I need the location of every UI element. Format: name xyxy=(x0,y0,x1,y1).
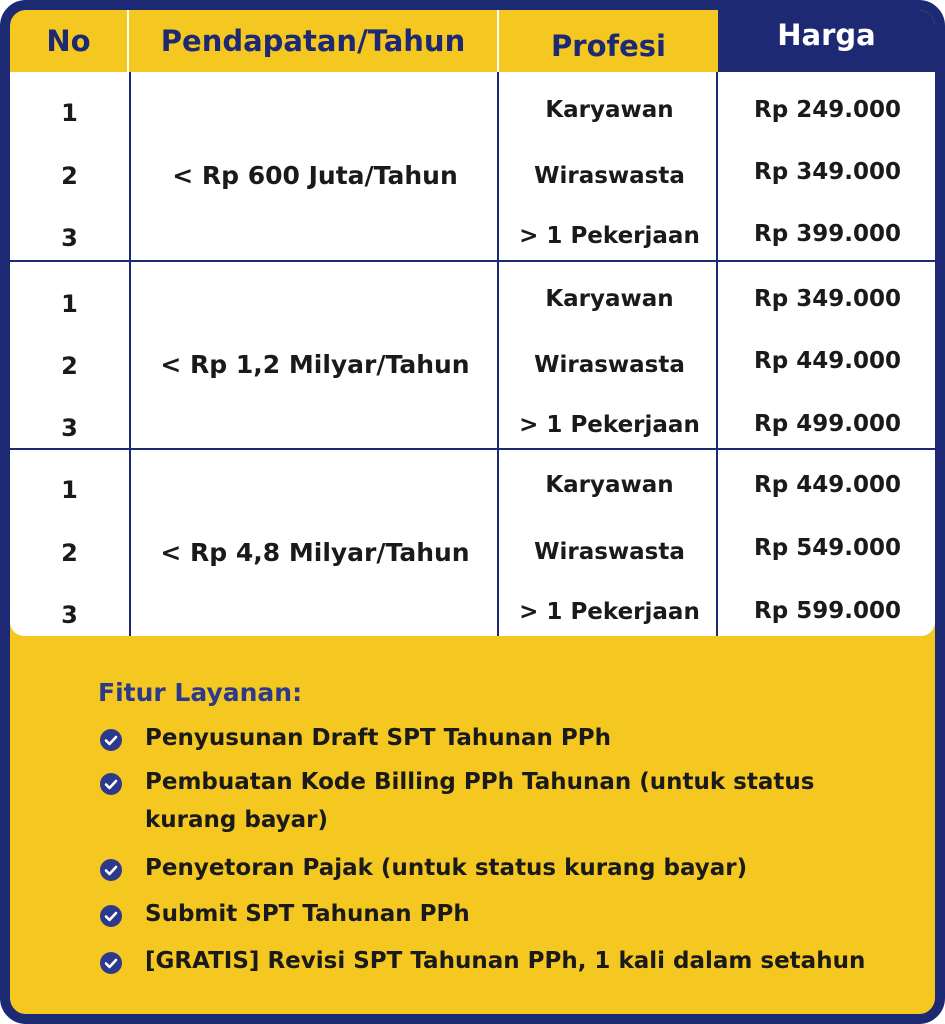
pricing-table xyxy=(10,72,935,636)
check-circle-icon xyxy=(100,859,122,881)
row-no: 2 xyxy=(61,539,78,567)
check-circle-icon xyxy=(100,729,122,751)
profession: Karyawan xyxy=(545,286,674,312)
profession: > 1 Pekerjaan xyxy=(519,412,700,438)
price: Rp 499.000 xyxy=(754,411,901,437)
feature-text: Submit SPT Tahunan PPh xyxy=(145,901,470,927)
feature-item xyxy=(100,902,890,933)
row-no: 2 xyxy=(61,352,78,380)
income-bracket: < Rp 4,8 Milyar/Tahun xyxy=(160,538,470,567)
row-no: 1 xyxy=(61,99,78,127)
price: Rp 599.000 xyxy=(754,598,901,624)
row-no: 1 xyxy=(61,476,78,504)
row-no: 3 xyxy=(61,224,78,252)
profession: Karyawan xyxy=(545,97,674,123)
price: Rp 349.000 xyxy=(754,286,901,312)
income-bracket: < Rp 600 Juta/Tahun xyxy=(172,161,458,190)
price: Rp 399.000 xyxy=(754,221,901,247)
row-no: 1 xyxy=(61,290,78,318)
income-bracket: < Rp 1,2 Milyar/Tahun xyxy=(160,350,470,379)
header-profession: Profesi xyxy=(551,29,666,63)
profession: Wiraswasta xyxy=(534,539,685,565)
profession: Wiraswasta xyxy=(534,352,685,378)
feature-item xyxy=(100,726,890,757)
feature-text: Penyetoran Pajak (untuk status kurang bayar) xyxy=(145,855,748,881)
profession: > 1 Pekerjaan xyxy=(519,223,700,249)
features-title: Fitur Layanan: xyxy=(98,678,303,707)
profession: Karyawan xyxy=(545,472,674,498)
check-circle-icon xyxy=(100,773,122,795)
row-no: 3 xyxy=(61,601,78,629)
feature-item xyxy=(100,770,870,839)
feature-text: Penyusunan Draft SPT Tahunan PPh xyxy=(145,725,611,751)
price: Rp 449.000 xyxy=(754,348,901,374)
price: Rp 349.000 xyxy=(754,159,901,185)
header-price: Harga xyxy=(718,10,935,72)
group-divider xyxy=(10,260,935,262)
row-no: 2 xyxy=(61,162,78,190)
profession: Wiraswasta xyxy=(534,163,685,189)
row-no: 3 xyxy=(61,414,78,442)
feature-item xyxy=(100,949,890,980)
price: Rp 549.000 xyxy=(754,535,901,561)
price: Rp 249.000 xyxy=(754,97,901,123)
check-circle-icon xyxy=(100,952,122,974)
check-circle-icon xyxy=(100,905,122,927)
feature-item xyxy=(100,856,890,887)
price: Rp 449.000 xyxy=(754,472,901,498)
header-income: Pendapatan/Tahun xyxy=(129,10,499,72)
header-no: No xyxy=(10,10,129,72)
group-divider xyxy=(10,448,935,450)
feature-text: [GRATIS] Revisi SPT Tahunan PPh, 1 kali dalam setahun xyxy=(145,948,866,974)
feature-text: Pembuatan Kode Billing PPh Tahunan (untuk status kurang bayar) xyxy=(145,769,815,833)
profession: > 1 Pekerjaan xyxy=(519,599,700,625)
